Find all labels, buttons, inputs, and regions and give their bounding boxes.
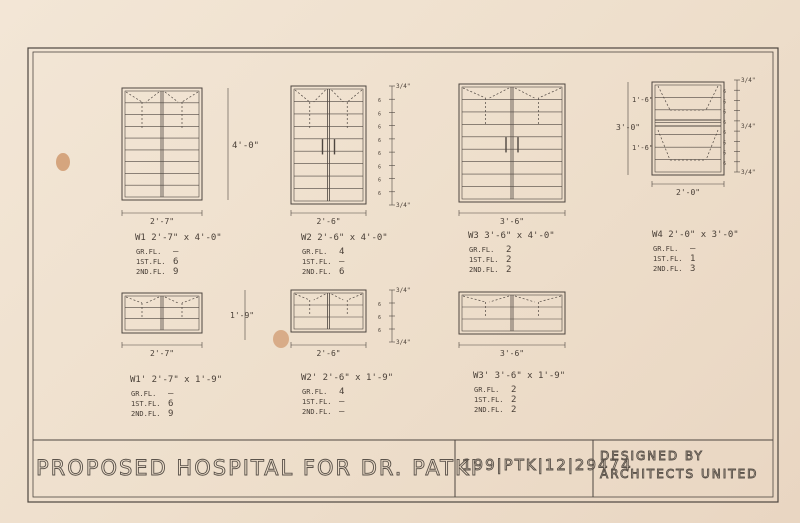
floor-label: GR.FL. [474, 386, 500, 394]
stain-mark [273, 330, 289, 348]
quantity-value: 2 [511, 385, 517, 395]
drawing-line [314, 294, 326, 300]
dimension-label: 2'-7" [150, 349, 175, 358]
drawing-line [463, 296, 486, 302]
window-frame [652, 82, 727, 175]
window-frame [459, 292, 565, 334]
designer-name: ARCHITECTS UNITED [600, 467, 759, 481]
dimension-label: 3/4" [396, 83, 411, 90]
drawing-line [126, 297, 142, 303]
floor-label: GR.FL. [131, 390, 157, 398]
dimension-label: 6 [378, 111, 382, 118]
floor-label: 1ST.FL. [302, 258, 332, 266]
dimension-label: 6 [378, 164, 382, 171]
dimension-label: 6 [723, 89, 727, 96]
dimension-label: 3/4" [396, 287, 411, 294]
floor-label: 1ST.FL. [302, 398, 332, 406]
floor-label: 2ND.FL. [469, 266, 499, 274]
floor-label: 1ST.FL. [136, 258, 166, 266]
floor-label: GR.FL. [469, 246, 495, 254]
dimension-label: 6 [378, 328, 382, 334]
dimension-label: 1'-6" [632, 144, 654, 152]
floor-label: 2ND.FL. [474, 406, 504, 414]
quantity-value: 6 [339, 267, 345, 277]
window-spec-label: W3 3'-6" x 4'-0" [468, 231, 555, 241]
window-frame [459, 84, 565, 202]
dimension-label: 6 [723, 160, 727, 167]
window-spec-label: W2 2'-6" x 4'-0" [301, 233, 388, 243]
drawing-line [706, 86, 718, 110]
drawing-line [146, 297, 159, 303]
dimension-label: 3/4" [741, 77, 756, 84]
dimension-label: 3/4" [741, 169, 756, 176]
quantity-value: — [690, 244, 696, 254]
floor-label: GR.FL. [302, 388, 328, 396]
quantity-value: 9 [168, 409, 174, 419]
drawing-line [126, 92, 142, 102]
floor-label: 2ND.FL. [653, 265, 683, 273]
dimension-label: 6 [378, 302, 382, 308]
floor-label: 2ND.FL. [136, 268, 166, 276]
dimension-label: 6 [378, 177, 382, 184]
window-spec-label: W4 2'-0" x 3'-0" [652, 230, 739, 240]
window-spec-label: W3' 3'-6" x 1'-9" [473, 371, 566, 381]
stain-mark [56, 153, 70, 171]
window-frame-inner [655, 85, 721, 172]
floor-label: 2ND.FL. [302, 268, 332, 276]
dimension-label: 3/4" [741, 123, 756, 130]
dimension-label: 6 [378, 124, 382, 131]
window-frame [291, 290, 366, 332]
drawing-line [182, 297, 198, 303]
window-frame [122, 293, 202, 333]
drawing-line [332, 294, 344, 300]
drawing-line [515, 296, 535, 302]
floor-label: 2ND.FL. [302, 408, 332, 416]
dimension-label: 6 [378, 190, 382, 197]
drawing-line [658, 86, 670, 110]
drawing-line [165, 92, 178, 102]
dimension-label: 4'-0" [232, 141, 260, 151]
dimension-label: 3'-6" [500, 217, 525, 226]
floor-label: 2ND.FL. [131, 410, 161, 418]
drawing-line [314, 90, 326, 102]
quantity-value: 1 [690, 254, 696, 264]
floor-label: GR.FL. [136, 248, 162, 256]
dimension-label: 6 [378, 151, 382, 158]
drawing-line [539, 296, 562, 302]
floor-label: 1ST.FL. [474, 396, 504, 404]
quantity-value: 2 [506, 255, 512, 265]
dimension-label: 2'-6" [316, 217, 341, 226]
window-spec-label: W1 2'-7" x 4'-0" [135, 233, 222, 243]
dimension-label: 6 [378, 137, 382, 144]
drawing-line [347, 90, 362, 102]
dimension-label: 6 [723, 130, 727, 137]
quantity-value: — [339, 407, 345, 417]
quantity-value: 6 [173, 257, 179, 267]
dimension-label: 6 [723, 150, 727, 157]
drawing-line [490, 296, 510, 302]
drawing-line [146, 92, 159, 102]
window-frame [291, 86, 366, 204]
dimension-label: 3/4" [396, 339, 411, 346]
dimension-label: 2'-7" [150, 217, 175, 226]
dimension-label: 1'-6" [632, 96, 654, 104]
floor-label: 1ST.FL. [131, 400, 161, 408]
dimension-label: 6 [378, 98, 382, 105]
window-frame-inner [462, 87, 562, 199]
window-frame-inner [125, 91, 199, 197]
dimension-label: 6 [723, 99, 727, 106]
quantity-value: 2 [511, 405, 517, 415]
quantity-value: 6 [168, 399, 174, 409]
drawing-line [165, 297, 178, 303]
quantity-value: 2 [506, 245, 512, 255]
window-frame-inner [125, 296, 199, 330]
drawing-line [463, 88, 486, 98]
dimension-label: 3/4" [396, 202, 411, 209]
window-frame-inner [294, 293, 363, 329]
designer-label: DESIGNED BY [600, 449, 704, 463]
drawing-number: 199|PTK|12|29474 [462, 456, 633, 474]
dimension-label: 3'-6" [500, 349, 525, 358]
quantity-value: — [173, 247, 179, 257]
floor-label: GR.FL. [302, 248, 328, 256]
quantity-value: 9 [173, 267, 179, 277]
dimension-label: 6 [723, 119, 727, 126]
drawing-line [295, 294, 310, 300]
quantity-value: 2 [511, 395, 517, 405]
floor-label: GR.FL. [653, 245, 679, 253]
dimension-label: 2'-6" [316, 349, 341, 358]
dimension-label: 6 [378, 315, 382, 321]
window-frame-inner [294, 89, 363, 201]
drawing-line [490, 88, 510, 98]
window-frame [122, 88, 202, 200]
drawing-line [347, 294, 362, 300]
quantity-value: 3 [690, 264, 696, 274]
floor-label: 1ST.FL. [653, 255, 683, 263]
quantity-value: — [168, 389, 174, 399]
quantity-value: — [339, 257, 345, 267]
quantity-value: — [339, 397, 345, 407]
dimension-label: 1'-9" [230, 311, 255, 320]
drawing-line [539, 88, 562, 98]
drawing-line [332, 90, 344, 102]
window-spec-label: W1' 2'-7" x 1'-9" [130, 375, 223, 385]
dimension-label: 6 [723, 109, 727, 116]
window-frame-inner [462, 295, 562, 331]
dimension-label: 2'-0" [676, 188, 701, 197]
project-title: PROPOSED HOSPITAL FOR DR. PATKI [36, 456, 479, 480]
drawing-line [515, 88, 535, 98]
floor-label: 1ST.FL. [469, 256, 499, 264]
dimension-label: 6 [723, 140, 727, 147]
drawing-line [182, 92, 198, 102]
quantity-value: 4 [339, 247, 345, 257]
drawing-line [295, 90, 310, 102]
window-spec-label: W2' 2'-6" x 1'-9" [301, 373, 394, 383]
quantity-value: 4 [339, 387, 345, 397]
dimension-label: 3'-0" [616, 123, 641, 132]
quantity-value: 2 [506, 265, 512, 275]
